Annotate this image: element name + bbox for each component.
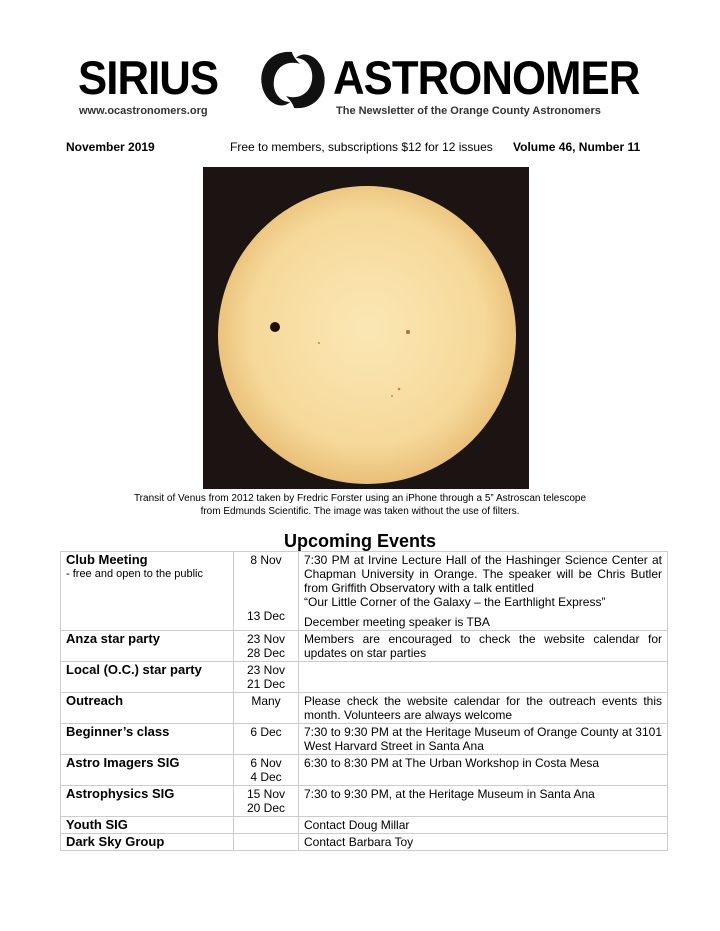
event-date: 4 Dec <box>250 770 282 784</box>
event-date: 28 Dec <box>246 646 286 660</box>
event-name: Club Meeting <box>66 552 148 567</box>
event-name: Local (O.C.) star party <box>66 662 202 677</box>
tagline: The Newsletter of the Orange County Astronomers <box>336 105 601 117</box>
event-description: 7:30 to 9:30 PM at the Heritage Museum of Orange County at 3101 West Harvard Street in Santa Ana <box>299 724 668 755</box>
swirl-logo-icon <box>252 44 332 116</box>
title-sirius: SIRIUS <box>78 51 219 104</box>
masthead-title-left <box>78 51 229 104</box>
table-row <box>61 693 668 724</box>
event-date: Many <box>251 694 281 708</box>
event-description: Members are encouraged to check the website calendar for updates on star parties <box>299 631 668 662</box>
table-row <box>61 552 668 631</box>
event-date: 13 Dec <box>246 609 286 623</box>
event-description <box>299 662 668 693</box>
event-name: Beginner’s class <box>66 724 170 739</box>
table-row <box>61 724 668 755</box>
event-name: Anza star party <box>66 631 160 646</box>
event-name: Astro Imagers SIG <box>66 755 180 770</box>
sun-disc-image <box>203 167 529 489</box>
table-row <box>61 631 668 662</box>
events-heading: Upcoming Events <box>283 531 437 551</box>
table-row <box>61 755 668 786</box>
site-url: www.ocastronomers.org <box>79 105 208 117</box>
volume-number: Volume 46, Number 11 <box>513 140 641 154</box>
subscription-note: Free to members, subscriptions $12 for 12 issues <box>230 140 493 154</box>
event-name: Astrophysics SIG <box>66 786 175 801</box>
issue-date: November 2019 <box>66 140 155 154</box>
event-date: 20 Dec <box>246 801 286 815</box>
event-date: 6 Dec <box>250 725 282 739</box>
event-description: 7:30 to 9:30 PM, at the Heritage Museum in Santa Ana <box>299 786 668 817</box>
caption-line-2: from Edmunds Scientific. The image was taken without the use of filters. <box>200 506 520 517</box>
venus-transit-photo <box>203 167 529 489</box>
table-row <box>61 834 668 851</box>
talk-title: “Our Little Corner of the Galaxy – the Earthlight Express” <box>304 595 606 609</box>
event-description: 6:30 to 8:30 PM at The Urban Workshop in Costa Mesa <box>299 755 668 786</box>
event-name: Youth SIG <box>66 817 128 832</box>
event-date: 23 Nov <box>246 663 286 677</box>
event-date: 8 Nov <box>250 553 282 567</box>
event-name: Outreach <box>66 693 124 708</box>
event-date: 15 Nov <box>246 787 286 801</box>
photo-caption <box>120 492 600 518</box>
table-row <box>61 662 668 693</box>
events-table <box>60 551 668 851</box>
event-date: 6 Nov <box>250 756 282 770</box>
event-description: December meeting speaker is TBA <box>304 615 490 629</box>
event-name: Dark Sky Group <box>66 834 165 849</box>
caption-line-1: Transit of Venus from 2012 taken by Fredric Forster using an iPhone through a 5” Astroscan telescope <box>133 493 587 504</box>
table-row <box>61 786 668 817</box>
event-description: Please check the website calendar for the outreach events this month. Volunteers are always welcome <box>299 693 668 724</box>
event-description: 7:30 PM at Irvine Lecture Hall of the Hashinger Science Center at Chapman University in Orange. The speaker will be Chris Butler from Griffith Observatory with a talk entitled <box>304 553 662 595</box>
event-date: 23 Nov <box>246 632 286 646</box>
table-row <box>61 817 668 834</box>
masthead-title-right <box>333 51 662 104</box>
event-description: Contact Doug Millar <box>299 817 668 834</box>
title-astronomer: ASTRONOMER <box>333 51 640 104</box>
event-date: 21 Dec <box>246 677 286 691</box>
event-description: Contact Barbara Toy <box>299 834 668 851</box>
event-note: - free and open to the public <box>66 568 203 580</box>
